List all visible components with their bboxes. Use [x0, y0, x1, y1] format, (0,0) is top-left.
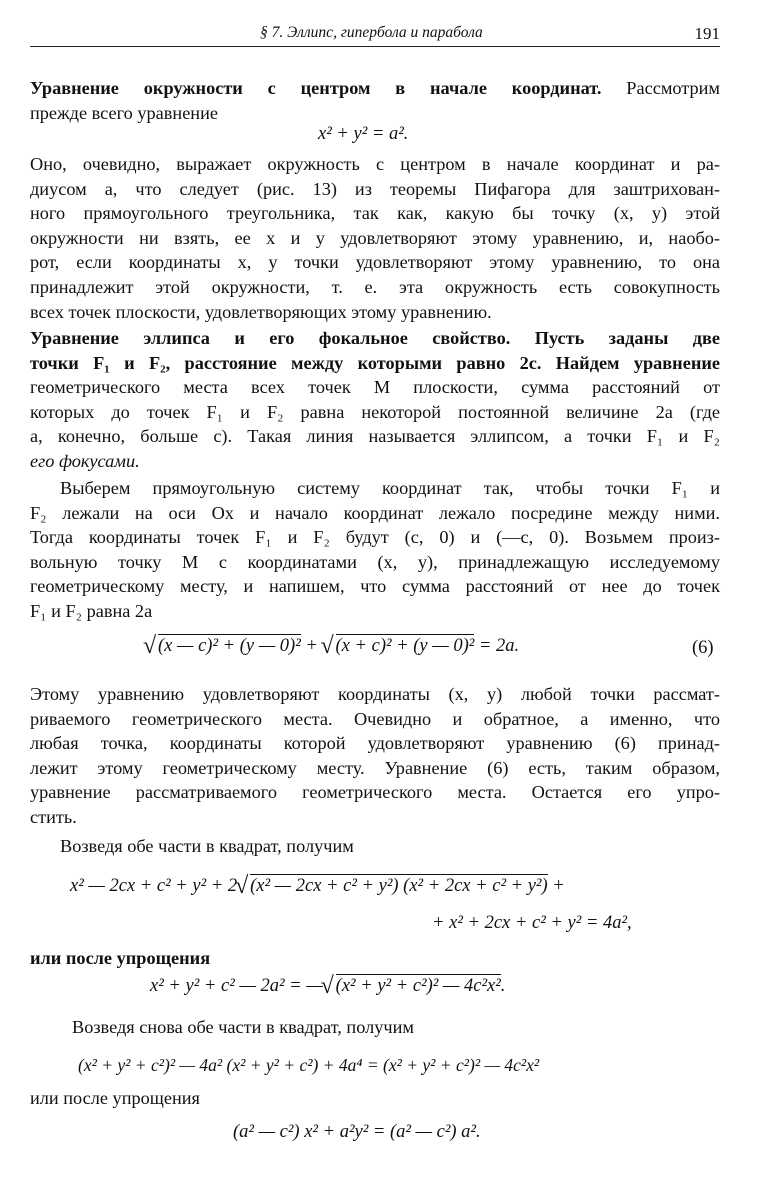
- radicand: (x² + y² + c²)² — 4c²x²: [335, 976, 501, 996]
- text-line: ного прямоугольного треугольника, так как, какую бы точку (x, y) этой: [30, 203, 720, 224]
- equation-6: [143, 633, 520, 659]
- radical: [320, 633, 475, 659]
- text-line: стить.: [30, 806, 77, 827]
- paragraph-after-simplification: [30, 946, 720, 971]
- radicand: (x — c)² + (y — 0)²: [158, 636, 301, 656]
- text-line: Уравнение эллипса и его фокальное свойство. Пусть заданы две: [30, 328, 720, 348]
- equation-rhs: = 2a.: [478, 636, 520, 656]
- radical: [143, 633, 301, 659]
- equation-part: x² + y² + c² — 2a² = —: [150, 976, 323, 996]
- text-line: F₁ и F₂ равна 2a: [30, 600, 153, 621]
- equation-final: (a² — c²) x² + a²y² = (a² — c²) a².: [233, 1122, 481, 1142]
- header-title: § 7. Эллипс, гипербола и парабола: [260, 24, 483, 41]
- text-line: любая точка, координаты которой удовлетворяют уравнению (6) принад-: [30, 733, 720, 754]
- text-line: геометрического места всех точек M плоскости, сумма расстояний от: [30, 377, 720, 398]
- radicand: (x + c)² + (y — 0)²: [335, 636, 475, 656]
- plus-sign: +: [305, 636, 318, 656]
- equation-squared-line2: + x² + 2cx + c² + y² = 4a²,: [432, 913, 632, 933]
- text-line: диусом a, что следует (рис. 13) из теоремы Пифагора для заштрихован-: [30, 178, 720, 199]
- radicand: (x² — 2cx + c² + y²) (x² + 2cx + c² + y²): [250, 876, 548, 896]
- text-line: принадлежит этой окружности, т. е. эта окружность есть совокупность: [30, 276, 720, 297]
- paragraph-square-both: [60, 834, 660, 859]
- equation-squared: [70, 873, 565, 899]
- equation-squared-again: (x² + y² + c²)² — 4a² (x² + y² + c²) + 4a⁴ = (x² + y² + c²)² — 4c²x²: [78, 1055, 540, 1075]
- equation-part: .: [500, 976, 506, 996]
- running-header: [30, 24, 720, 47]
- equation-circle: [318, 124, 408, 145]
- text-line: лежит этому геометрическому месту. Уравнение (6) есть, таким образом,: [30, 757, 720, 778]
- text-line: уравнение рассматриваемого геометрического места. Остается его упро-: [30, 782, 720, 803]
- radical-sign: √: [320, 633, 334, 659]
- paragraph-converse: [30, 682, 720, 830]
- text-line: или после упрощения: [30, 1088, 200, 1108]
- text-line: вольную точку M с координатами (x, y), принадлежащую исследуемому: [30, 551, 720, 572]
- text-line: F₂ лежали на оси Ox и начало координат лежало посредине между ними.: [30, 502, 720, 523]
- radical: [320, 973, 501, 999]
- paragraph-ellipse-definition: [30, 326, 720, 474]
- text-span: Рассмотрим: [601, 78, 720, 98]
- text-line: [30, 76, 720, 101]
- equation-simplified: [150, 973, 506, 999]
- text-line: точки F₁ и F₂, расстояние между которыми равно 2c. Найдем уравнение: [30, 352, 720, 373]
- radical: [235, 873, 548, 899]
- equation-text: x² + y² = a².: [318, 124, 409, 144]
- page-number: 191: [694, 24, 720, 43]
- paragraph-after-simplification-2: [30, 1086, 720, 1111]
- text-line: Тогда координаты точек F₁ и F₂ будут (c, 0) и (—c, 0). Возьмем произ-: [30, 527, 720, 548]
- text-line: прежде всего уравнение: [30, 102, 218, 123]
- text-line: рот, если координаты x, y точки удовлетворяют этому уравнению, то она: [30, 252, 720, 273]
- text-line: Оно, очевидно, выражает окружность с центром в начале координат и ра-: [30, 154, 720, 174]
- text-line: геометрическому месту, и напишем, что сумма расстояний от нее до точек: [30, 576, 720, 597]
- paragraph-circle-intro: [30, 76, 720, 125]
- text-line: всех точек плоскости, удовлетворяющих этому уравнению.: [30, 301, 492, 322]
- text-line: a, конечно, больше c). Такая линия называется эллипсом, а точки F₁ и F₂: [30, 426, 720, 447]
- text-line: или после упрощения: [30, 948, 211, 968]
- section-heading-circle: Уравнение окружности с центром в начале координат.: [30, 78, 602, 98]
- text-line: Выберем прямоугольную систему координат так, чтобы точки F₁ и: [60, 478, 720, 498]
- text-line: Возведя обе части в квадрат, получим: [60, 836, 354, 856]
- text-line: его фокусами.: [30, 450, 140, 471]
- paragraph-coordinate-setup: [30, 476, 720, 624]
- paragraph-square-again: [72, 1015, 672, 1040]
- text-line: риваемого геометрического места. Очевидно и обратное, а именно, что: [30, 708, 720, 729]
- radical-sign: √: [235, 873, 249, 899]
- text-line: Этому уравнению удовлетворяют координаты (x, y) любой точки рассмат-: [30, 684, 720, 704]
- text-line: Возведя снова обе части в квадрат, получим: [72, 1017, 414, 1037]
- text-line: окружности ни взять, ее x и y удовлетворяют этому уравнению, и, наобо-: [30, 227, 720, 248]
- equation-part: +: [547, 876, 565, 896]
- radical-sign: √: [143, 633, 157, 659]
- equation-number: (6): [692, 638, 714, 658]
- equation-part: x² — 2cx + c² + y² + 2: [70, 876, 238, 896]
- text-line: которых до точек F₁ и F₂ равна некоторой постоянной величине 2a (где: [30, 401, 720, 422]
- paragraph-circle-explanation: [30, 152, 720, 324]
- radical-sign: √: [320, 973, 334, 999]
